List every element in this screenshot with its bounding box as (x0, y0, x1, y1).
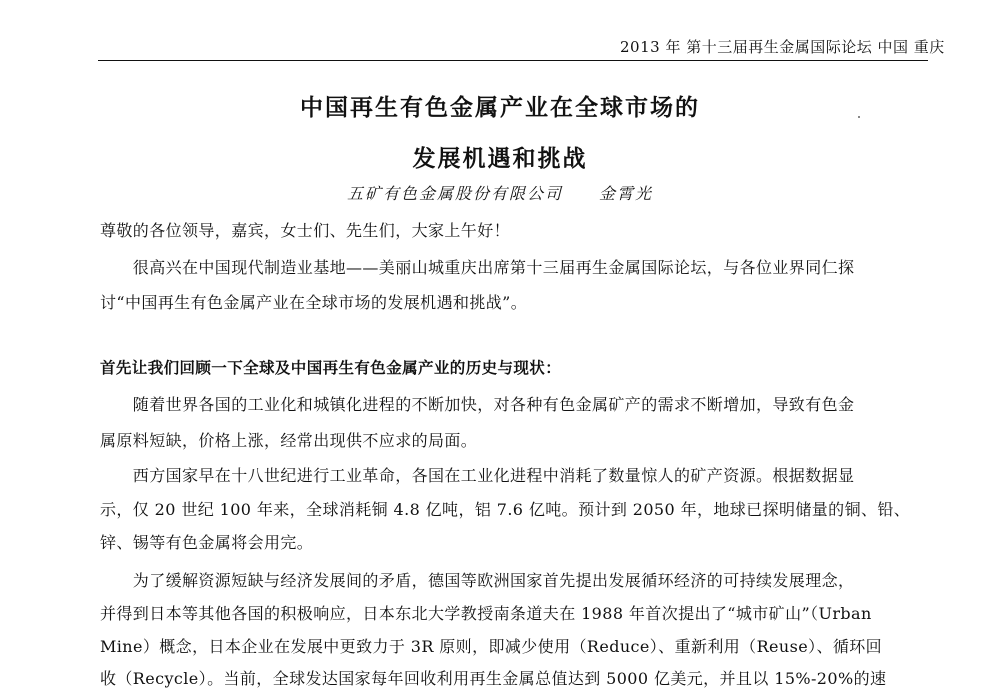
running-header: 2013 年 第十三届再生金属国际论坛 中国 重庆 (620, 38, 945, 56)
header-rule (98, 60, 928, 61)
title-line-1: 中国再生有色金属产业在全球市场的 (300, 95, 700, 121)
paragraph-line: 很高兴在中国现代制造业基地——美丽山城重庆出席第十三届再生金属国际论坛，与各位业界同仁探 (100, 258, 855, 277)
paragraph-line: 并得到日本等其他各国的积极响应，日本东北大学教授南条道夫在 1988 年首次提出了“城市矿山”（Urban (100, 604, 872, 623)
paragraph-line: 收（Recycle）。当前，全球发达国家每年回收利用再生金属总值达到 5000 亿美元，并且以 15%-20%的速 (100, 669, 887, 688)
paragraph-line: 讨“中国再生有色金属产业在全球市场的发展机遇和挑战”。 (100, 293, 528, 312)
paragraph-line: 示，仅 20 世纪 100 年来，全球消耗铜 4.8 亿吨，铝 7.6 亿吨。预计到 2050 年，地球已探明储量的铜、铅、 (100, 500, 911, 519)
paragraph-line: 属原料短缺，价格上涨，经常出现供不应求的局面。 (100, 431, 478, 450)
paragraph-line: 随着世界各国的工业化和城镇化进程的不断加快，对各种有色金属矿产的需求不断增加，导致有色金 (100, 395, 855, 414)
byline (0, 181, 1000, 204)
author-name: 金霄光 (599, 184, 654, 203)
title-line-2: 发展机遇和挑战 (412, 146, 588, 172)
greeting: 尊敬的各位领导，嘉宾，女士们、先生们，大家上午好！ (100, 221, 511, 240)
paragraph-line: 锌、锡等有色金属将会用完。 (100, 533, 314, 552)
company-name: 五矿有色金属股份有限公司 (346, 184, 563, 203)
paragraph-line: Mine）概念，日本企业在发展中更致力于 3R 原则，即减少使用（Reduce）、重新利用（Reuse）、循环回 (100, 637, 883, 656)
paragraph-line: 西方国家早在十八世纪进行工业革命，各国在工业化进程中消耗了数量惊人的矿产资源。根据数据显 (100, 466, 855, 485)
section-heading: 首先让我们回顾一下全球及中国再生有色金属产业的历史与现状： (100, 359, 562, 377)
paragraph-line: 为了缓解资源短缺与经济发展间的矛盾，德国等欧洲国家首先提出发展循环经济的可持续发展理念， (100, 571, 855, 590)
